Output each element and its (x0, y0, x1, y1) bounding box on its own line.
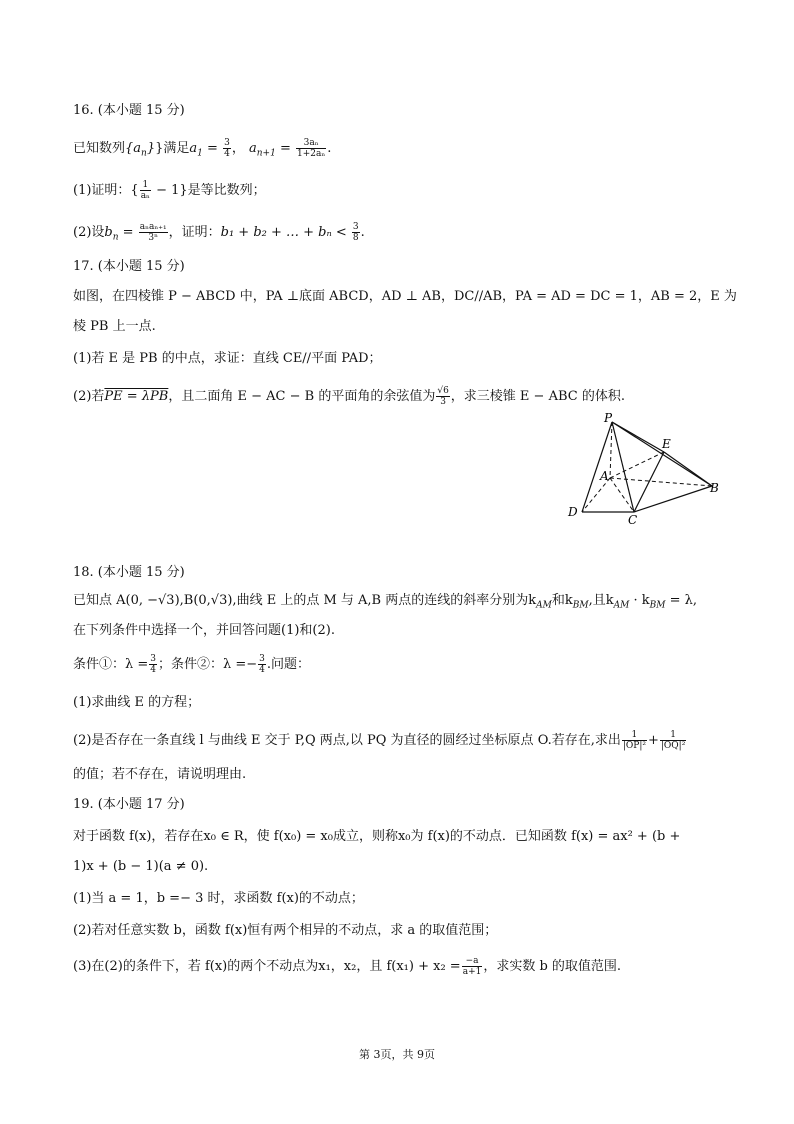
q18-header: 18. (本小题 15 分) (73, 565, 185, 580)
q16-part2: (2)设$b_n$ = $\frac{\text{aₙaₙ₊₁}}{\text{3ⁿ}}$ ，证明：b₁ + b₂ + … + bₙ < $\frac{3}{8}$ . (73, 222, 365, 243)
label-A: A (600, 469, 609, 483)
q17-line1: 如图，在四棱锥 P − ABCD 中，PA ⊥底面 ABCD，AD ⊥ AB，DC//AB，PA = AD = DC = 1，AB = 2，E 为 (73, 289, 737, 304)
frac-aa: $\frac{-a}{a+1}$ (462, 956, 482, 977)
frac-recurrence: $\frac{\text{3aₙ}}{\text{1+2aₙ}}$ (296, 138, 326, 159)
frac-lambda2: $\frac{3}{4}$ (259, 654, 265, 675)
frac-bn: $\frac{\text{aₙaₙ₊₁}}{\text{3ⁿ}}$ (139, 222, 167, 243)
q19-part3: (3)在(2)的条件下，若 f(x)的两个不动点为x₁，x₂，且 f(x₁) + x₂ = $\frac{-a}{a+1}$ ，求实数 b 的取值范围. (73, 956, 622, 977)
frac-a1: $\frac{3}{4}$ (224, 138, 230, 159)
label-P: P (604, 411, 613, 425)
frac-cos: $\frac{√6}{3}$ (437, 386, 449, 407)
q18-part1: (1)求曲线 E 的方程； (73, 695, 201, 710)
frac-lambda1: $\frac{3}{4}$ (150, 654, 156, 675)
q19-part2: (2)若对任意实数 b，函数 f(x)恒有两个相异的不动点，求 a 的取值范围； (73, 923, 498, 938)
frac-op: $\frac{1}{\text{|OP|²}}$ (622, 730, 646, 751)
q18-line2: 在下列条件中选择一个，并回答问题(1)和(2). (73, 623, 335, 638)
q17-part1: (1)若 E 是 PB 的中点，求证：直线 CE//平面 PAD； (73, 351, 382, 366)
pyramid-figure (560, 408, 740, 528)
q18-part2-cont: 的值；若不存在，请说明理由. (73, 767, 247, 782)
q17-line2: 棱 PB 上一点. (73, 319, 156, 334)
label-B: B (710, 481, 719, 495)
label-E: E (662, 437, 671, 451)
q17-part2: (2)若PE = λPB，且二面角 E − AC − B 的平面角的余弦值为 $\frac{√6}{3}$ ，求三棱锥 E − ABC 的体积. (73, 386, 625, 407)
label-C: C (628, 513, 638, 527)
frac-oq: $\frac{1}{\text{|OQ|²}}$ (660, 730, 686, 751)
q19-line2: 1)x + (b − 1)(a ≠ 0). (73, 859, 209, 874)
page-footer: 第 3页，共 9页 (359, 1048, 435, 1061)
frac-inverse: $\frac{1}{\text{aₙ}}$ (140, 180, 150, 201)
q18-line1: 已知点 A(0, −√3),B(0,√3),曲线 E 上的点 M 与 A,B 两点的连线的斜率分别为$k_{AM}$和$k_{BM}$,且$k_{AM} \cdot k_{BM} = \lambda$, (73, 593, 697, 611)
label-D: D (568, 505, 578, 519)
q18-conditions: 条件①：λ = $\frac{3}{4}$ ；条件②：λ =− $\frac{3}{4}$ .问题： (73, 654, 311, 675)
q16-header: 16. (本小题 15 分) (73, 103, 185, 118)
q19-header: 19. (本小题 17 分) (73, 797, 185, 812)
q16-stem: 已知数列$\{a_n\}$}满足$a_1$ = $\frac{3}{4}$ ， $a_{n+1}$ = $\frac{\text{3aₙ}}{\text{1+2aₙ}}$ . (73, 138, 332, 159)
q18-part2: (2)是否存在一条直线 l 与曲线 E 交于 P,Q 两点,以 PQ 为直径的圆经过坐标原点 O.若存在,求出 $\frac{1}{\text{|OP|²}}$ + $\frac{1}{\text{|OQ|²}}$ (73, 730, 686, 751)
q19-part1: (1)当 a = 1，b =− 3 时，求函数 f(x)的不动点； (73, 891, 364, 906)
frac-bound: $\frac{3}{8}$ (352, 222, 359, 243)
q19-line1: 对于函数 f(x)，若存在x₀ ∈ R，使 f(x₀) = x₀成立，则称x₀为 f(x)的不动点．已知函数 f(x) = ax² + (b + (73, 829, 681, 844)
q16-part1: (1)证明：{ $\frac{1}{\text{aₙ}}$ − 1}是等比数列； (73, 180, 266, 201)
q17-header: 17. (本小题 15 分) (73, 259, 185, 274)
